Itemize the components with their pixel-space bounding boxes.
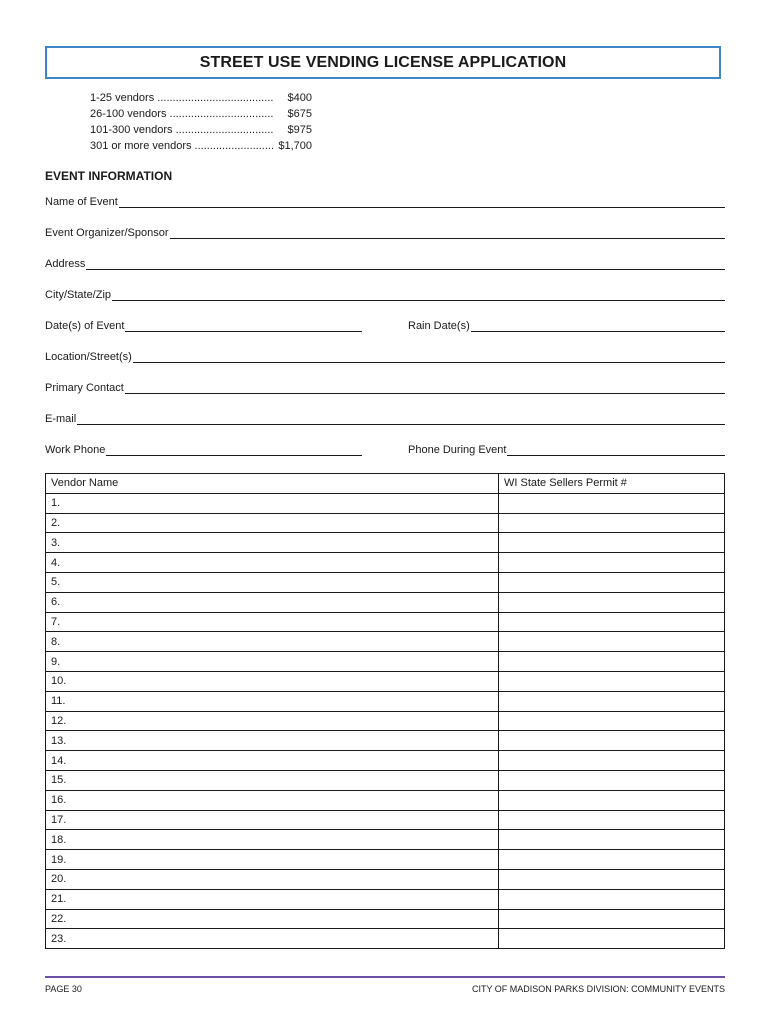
city-state-zip-blank[interactable] bbox=[112, 290, 725, 301]
vendor-name-cell[interactable]: 13. bbox=[46, 731, 499, 751]
name-of-event-blank[interactable] bbox=[119, 197, 725, 208]
permit-cell[interactable] bbox=[499, 711, 725, 731]
rain-dates-blank[interactable] bbox=[471, 321, 725, 332]
table-row bbox=[46, 553, 725, 573]
table-row bbox=[46, 909, 725, 929]
vendor-name-cell[interactable]: 10. bbox=[46, 671, 499, 691]
table-row bbox=[46, 652, 725, 672]
primary-contact-field[interactable] bbox=[45, 380, 725, 394]
fee-row bbox=[90, 106, 312, 122]
permit-cell[interactable] bbox=[499, 533, 725, 553]
permit-cell[interactable] bbox=[499, 889, 725, 909]
field-label: E-mail bbox=[45, 413, 77, 425]
field-label: City/State/Zip bbox=[45, 289, 112, 301]
table-row bbox=[46, 711, 725, 731]
table-row bbox=[46, 493, 725, 513]
table-row bbox=[46, 592, 725, 612]
fee-label: 26-100 vendors ..... bbox=[90, 106, 274, 122]
vendor-name-cell[interactable]: 7. bbox=[46, 612, 499, 632]
field-label: Location/Street(s) bbox=[45, 351, 132, 363]
organizer-field[interactable] bbox=[45, 225, 725, 239]
permit-cell[interactable] bbox=[499, 572, 725, 592]
phone-during-event-blank[interactable] bbox=[507, 445, 725, 456]
table-row bbox=[46, 869, 725, 889]
dates-field[interactable] bbox=[45, 318, 362, 332]
field-label: Name of Event bbox=[45, 196, 118, 208]
work-phone-blank[interactable] bbox=[106, 445, 362, 456]
permit-cell[interactable] bbox=[499, 770, 725, 790]
footer-organization: CITY OF MADISON PARKS DIVISION: COMMUNITY EVENTS bbox=[471, 984, 725, 994]
address-blank[interactable] bbox=[86, 259, 725, 270]
table-row bbox=[46, 790, 725, 810]
fee-schedule bbox=[90, 90, 312, 154]
fee-price: $675 bbox=[287, 108, 312, 120]
permit-cell[interactable] bbox=[499, 790, 725, 810]
vendor-name-cell[interactable]: 1. bbox=[46, 493, 499, 513]
table-row bbox=[46, 810, 725, 830]
vendor-name-cell[interactable]: 15. bbox=[46, 770, 499, 790]
vendor-name-cell[interactable]: 23. bbox=[46, 929, 499, 949]
email-blank[interactable] bbox=[77, 414, 725, 425]
permit-cell[interactable] bbox=[499, 652, 725, 672]
address-field[interactable] bbox=[45, 256, 725, 270]
fee-price: $975 bbox=[287, 124, 312, 136]
table-row bbox=[46, 612, 725, 632]
table-row bbox=[46, 671, 725, 691]
fee-label: 101-300 vendors ..... bbox=[90, 122, 274, 138]
permit-cell[interactable] bbox=[499, 632, 725, 652]
footer-divider bbox=[45, 976, 725, 978]
page-number: PAGE 30 bbox=[45, 984, 82, 994]
permit-cell[interactable] bbox=[499, 850, 725, 870]
vendor-name-cell[interactable]: 21. bbox=[46, 889, 499, 909]
organizer-blank[interactable] bbox=[170, 228, 725, 239]
field-label: Event Organizer/Sponsor bbox=[45, 227, 169, 239]
vendor-name-cell[interactable]: 6. bbox=[46, 592, 499, 612]
title-box bbox=[45, 46, 721, 79]
table-row bbox=[46, 770, 725, 790]
city-state-zip-field[interactable] bbox=[45, 287, 725, 301]
vendor-name-cell[interactable]: 9. bbox=[46, 652, 499, 672]
vendor-table bbox=[45, 473, 725, 949]
vendor-name-cell[interactable]: 5. bbox=[46, 572, 499, 592]
vendor-name-header: Vendor Name bbox=[46, 474, 499, 494]
field-label: Address bbox=[45, 258, 86, 270]
vendor-name-cell[interactable]: 18. bbox=[46, 830, 499, 850]
fee-row bbox=[90, 122, 312, 138]
vendor-name-cell[interactable]: 17. bbox=[46, 810, 499, 830]
table-row bbox=[46, 830, 725, 850]
permit-cell[interactable] bbox=[499, 553, 725, 573]
permit-cell[interactable] bbox=[499, 592, 725, 612]
fee-label: 301 or more vendors ..... bbox=[90, 138, 274, 154]
fee-row bbox=[90, 138, 312, 154]
table-header-row bbox=[46, 474, 725, 494]
permit-cell[interactable] bbox=[499, 691, 725, 711]
dates-blank[interactable] bbox=[125, 321, 362, 332]
fee-label: 1-25 vendors ..... bbox=[90, 90, 274, 106]
permit-cell[interactable] bbox=[499, 671, 725, 691]
phone-during-event-field[interactable] bbox=[408, 442, 725, 456]
vendor-name-cell[interactable]: 20. bbox=[46, 869, 499, 889]
fee-price: $400 bbox=[287, 92, 312, 104]
table-row bbox=[46, 572, 725, 592]
vendor-name-cell[interactable]: 4. bbox=[46, 553, 499, 573]
field-label: Phone During Event bbox=[408, 444, 507, 456]
table-row bbox=[46, 691, 725, 711]
vendor-name-cell[interactable]: 14. bbox=[46, 751, 499, 771]
field-label: Rain Date(s) bbox=[408, 320, 470, 332]
vendor-name-cell[interactable]: 12. bbox=[46, 711, 499, 731]
vendor-name-cell[interactable]: 22. bbox=[46, 909, 499, 929]
vendor-name-cell[interactable]: 16. bbox=[46, 790, 499, 810]
vendor-name-cell[interactable]: 19. bbox=[46, 850, 499, 870]
field-label: Primary Contact bbox=[45, 382, 124, 394]
permit-header: WI State Sellers Permit # bbox=[499, 474, 725, 494]
page-title: STREET USE VENDING LICENSE APPLICATION bbox=[199, 53, 567, 71]
rain-dates-field[interactable] bbox=[408, 318, 725, 332]
email-field[interactable] bbox=[45, 411, 725, 425]
permit-cell[interactable] bbox=[499, 929, 725, 949]
permit-cell[interactable] bbox=[499, 909, 725, 929]
table-row bbox=[46, 929, 725, 949]
vendor-name-cell[interactable]: 3. bbox=[46, 533, 499, 553]
table-row bbox=[46, 850, 725, 870]
table-row bbox=[46, 533, 725, 553]
table-row bbox=[46, 731, 725, 751]
fee-row bbox=[90, 90, 312, 106]
permit-cell[interactable] bbox=[499, 731, 725, 751]
table-row bbox=[46, 889, 725, 909]
location-field[interactable] bbox=[45, 349, 725, 363]
name-of-event-field[interactable] bbox=[45, 194, 725, 208]
permit-cell[interactable] bbox=[499, 612, 725, 632]
field-label: Date(s) of Event bbox=[45, 320, 125, 332]
permit-cell[interactable] bbox=[499, 869, 725, 889]
permit-cell[interactable] bbox=[499, 810, 725, 830]
location-blank[interactable] bbox=[133, 352, 725, 363]
permit-cell[interactable] bbox=[499, 751, 725, 771]
permit-cell[interactable] bbox=[499, 493, 725, 513]
vendor-name-cell[interactable]: 11. bbox=[46, 691, 499, 711]
fee-price: $1,700 bbox=[278, 140, 312, 152]
permit-cell[interactable] bbox=[499, 830, 725, 850]
vendor-name-cell[interactable]: 8. bbox=[46, 632, 499, 652]
vendor-name-cell[interactable]: 2. bbox=[46, 513, 499, 533]
primary-contact-blank[interactable] bbox=[125, 383, 725, 394]
work-phone-field[interactable] bbox=[45, 442, 362, 456]
field-label: Work Phone bbox=[45, 444, 106, 456]
section-heading: EVENT INFORMATION bbox=[45, 169, 173, 183]
table-row bbox=[46, 632, 725, 652]
table-row bbox=[46, 751, 725, 771]
permit-cell[interactable] bbox=[499, 513, 725, 533]
table-row bbox=[46, 513, 725, 533]
